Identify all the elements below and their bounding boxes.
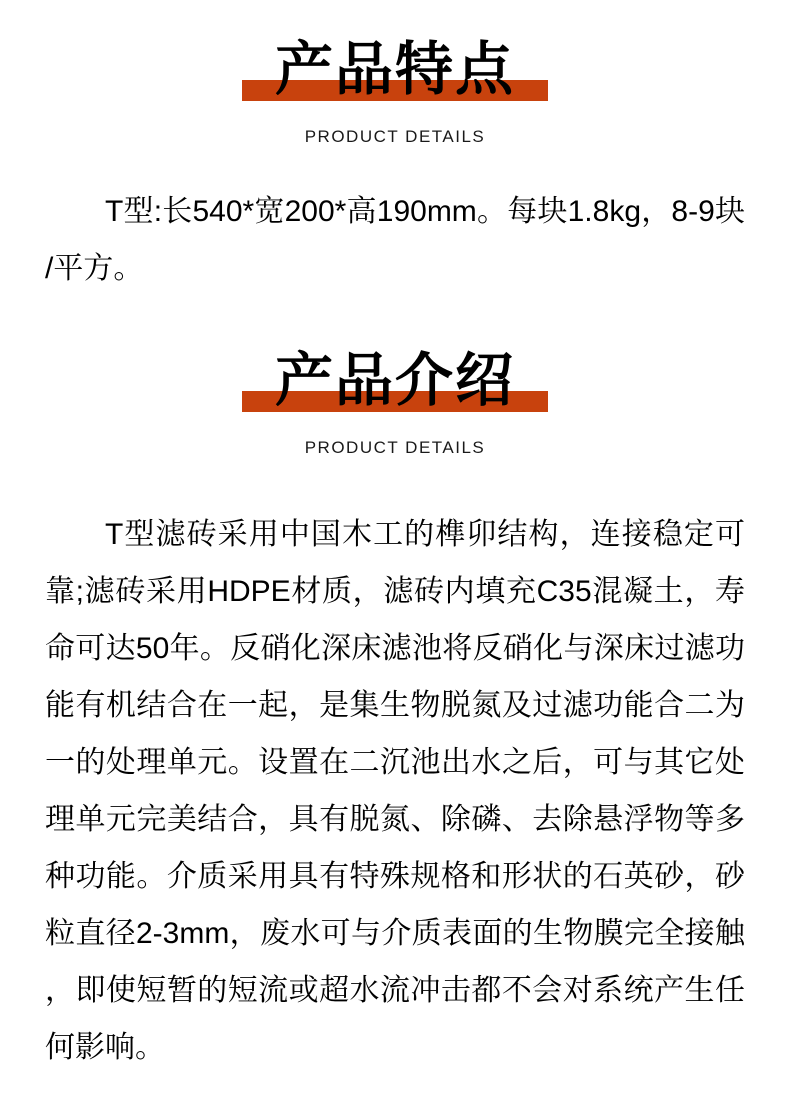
section-title: 产品特点 (274, 37, 515, 102)
features-header (242, 38, 548, 103)
product-intro-section (0, 349, 790, 1076)
section-title: 产品介绍 (274, 347, 515, 413)
section-subtitle: PRODUCT DETAILS (304, 437, 486, 457)
product-features-section (0, 38, 790, 297)
section-subtitle: PRODUCT DETAILS (304, 126, 486, 146)
intro-header (242, 349, 548, 414)
section-body-text: T型:长540*宽200*高190mm。每块1.8kg，8-9块/平方。 (45, 194, 745, 285)
section-body-text: T型滤砖采用中国木工的榫卯结构，连接稳定可靠;滤砖采用HDPE材质，滤砖内填充C35混凝土，寿命可达50年。反硝化深床滤池将反硝化与深床过滤功能有机结合在一起，是集生物脱氮及过滤功能合二为一的处理单元。设置在二沉池出水之后，可与其它处理单元完美结合，具有脱氮、除磷、去除悬浮物等多种功能。介质采用具有特殊规格和形状的石英砂，砂粒直径2-3mm，废水可与介质表面的生物膜完全接触，即使短暂的短流或超水流冲击都不会对系统产生任何影响。 (45, 517, 745, 1064)
